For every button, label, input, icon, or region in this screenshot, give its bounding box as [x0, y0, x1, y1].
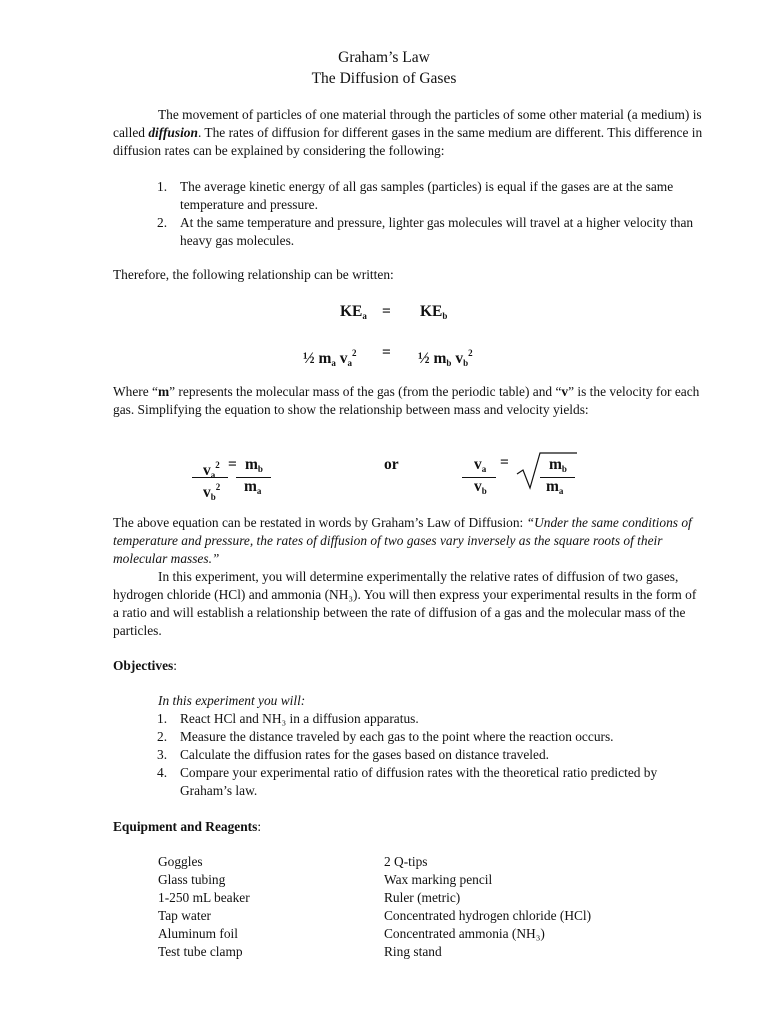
list-item: Goggles: [158, 854, 203, 869]
list-item: Ruler (metric): [384, 890, 461, 905]
diffusion-term: diffusion: [148, 125, 198, 140]
equation-equals-2: =: [382, 344, 391, 361]
list-item: Wax marking pencil: [384, 872, 493, 887]
list-item: 1. The average kinetic energy of all gas samples (particles) is equal if the gases are at the same temperature and pressure.: [157, 179, 674, 212]
list-item: Glass tubing: [158, 872, 226, 887]
list-item: 2 Q-tips: [384, 854, 428, 869]
denominator-vb-squared: $v_b^2$: [203, 482, 221, 502]
numerator-mb: $m_b$: [245, 456, 263, 474]
equation-equals: =: [382, 303, 391, 320]
list-item: Tap water: [158, 908, 211, 923]
numerator-va: $v_a$: [474, 456, 487, 474]
document-title: Graham’s Law: [338, 49, 430, 66]
intro-text-end: . The rates of diffusion for different gases in the same medium are different. This difference in diffusion rates can be explained by considering the following:: [113, 125, 703, 158]
list-item: Aluminum foil: [158, 926, 238, 941]
objectives-list: [157, 710, 707, 800]
considerations-list: [157, 178, 707, 250]
equation-kinetic-energy: $KE_a$: [340, 303, 367, 321]
fraction-equals: =: [228, 456, 237, 473]
list-item: 1. React HCl and NH₃ in a diffusion apparatus.: [157, 711, 419, 726]
denominator-vb: $v_b$: [474, 478, 487, 496]
intro-paragraph: [113, 106, 703, 160]
list-item: 3. Calculate the diffusion rates for the gases based on distance traveled.: [157, 747, 549, 762]
list-item: 1-250 mL beaker: [158, 890, 250, 905]
numerator-mb-sqrt: $m_b$: [549, 456, 567, 474]
denominator-ma-sqrt: $m_a$: [546, 478, 564, 496]
equation-kinetic-energy-b: $KE_b$: [420, 303, 448, 321]
list-item: Concentrated ammonia (NH₃): [384, 926, 545, 941]
equation-half-mv2-b: ½ $m_b$ $v_b^2$: [418, 348, 473, 368]
list-item: 2. Measure the distance traveled by each gas to the point where the reaction occurs.: [157, 729, 614, 744]
list-item: Ring stand: [384, 944, 442, 959]
denominator-ma: $m_a$: [244, 478, 262, 496]
list-item: Concentrated hydrogen chloride (HCl): [384, 908, 592, 923]
experiment-paragraph: In this experiment, you will determine experimentally the relative rates of diffusion of two gases, hydrogen chloride (HCl) and ammonia (NH₃). You will then express your experimental results in the form of a ratio and will establish a relationship between the rate of diffusion of a gas and the molecular mass of the particles.: [113, 569, 697, 638]
objectives-heading: Objectives:: [113, 658, 177, 673]
list-item: 4. Compare your experimental ratio of diffusion rates with the theoretical ratio predicted by Graham’s law.: [157, 765, 658, 798]
fraction-equals-2: =: [500, 454, 509, 471]
document-subtitle: The Diffusion of Gases: [311, 70, 457, 87]
grahams-law-statement: The above equation can be restated in words by Graham’s Law of Diffusion: “Under the same conditions of temperature and pressure, the rates of diffusion of two gases vary inversely as the square roots of their molecular masses.”: [113, 515, 692, 566]
intro-text-start: The movement of particles of one material through the particles of some other material (a medium) is called: [113, 107, 702, 140]
where-paragraph: Where “m” represents the molecular mass of the gas (from the periodic table) and “v” is the velocity for each gas. Simplifying the equation to show the relationship between mass and velocity yields:: [113, 384, 700, 417]
list-item: 2. At the same temperature and pressure, lighter gas molecules will travel at a higher velocity than heavy gas molecules.: [157, 215, 694, 248]
or-text: or: [384, 456, 399, 473]
equipment-heading: Equipment and Reagents:: [113, 819, 262, 834]
list-item: Test tube clamp: [158, 944, 243, 959]
equation-half-mv2-a: ½ $m_a$ $v_a^2$: [303, 348, 357, 368]
numerator-va-squared: $v_a^2$: [203, 460, 220, 480]
objectives-intro: In this experiment you will:: [158, 693, 306, 708]
therefore-text: Therefore, the following relationship can be written:: [113, 267, 394, 282]
